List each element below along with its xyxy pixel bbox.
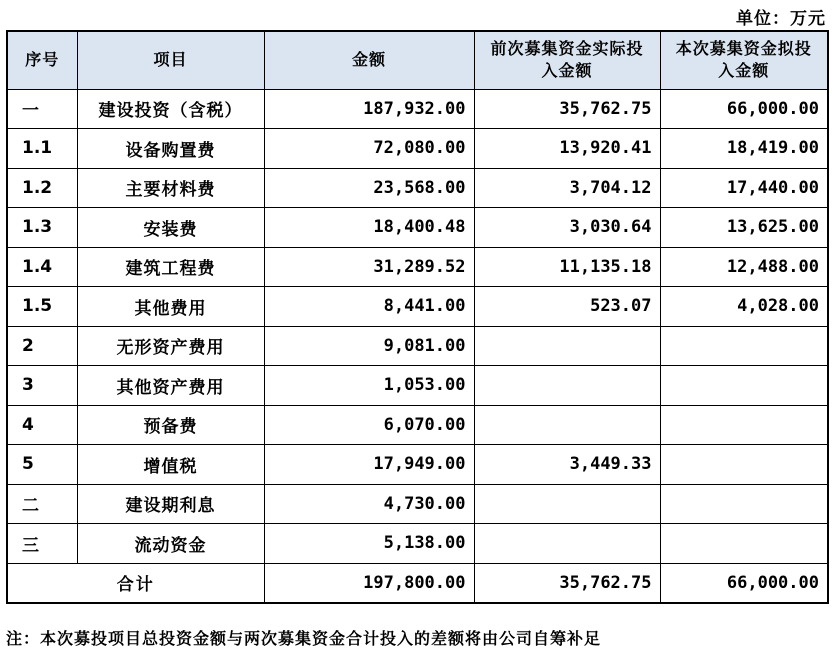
row-prev-invested bbox=[474, 326, 660, 366]
row-planned-invest bbox=[660, 405, 828, 445]
row-seq: 1.4 bbox=[7, 247, 77, 287]
header-item: 项目 bbox=[77, 31, 264, 89]
row-amount: 18,400.48 bbox=[264, 208, 474, 248]
row-prev-invested bbox=[474, 484, 660, 524]
row-planned-invest: 13,625.00 bbox=[660, 208, 828, 248]
total-amount: 197,800.00 bbox=[264, 563, 474, 603]
row-prev-invested bbox=[474, 366, 660, 406]
table-row bbox=[7, 208, 828, 248]
row-item-name: 建筑工程费 bbox=[77, 247, 264, 287]
row-seq: 一 bbox=[7, 89, 77, 129]
row-planned-invest: 18,419.00 bbox=[660, 129, 828, 169]
table-row bbox=[7, 445, 828, 485]
row-seq: 1.2 bbox=[7, 168, 77, 208]
row-amount: 187,932.00 bbox=[264, 89, 474, 129]
row-planned-invest bbox=[660, 524, 828, 564]
row-item-name: 其他资产费用 bbox=[77, 366, 264, 406]
row-seq: 1.3 bbox=[7, 208, 77, 248]
row-planned-invest bbox=[660, 366, 828, 406]
row-prev-invested: 35,762.75 bbox=[474, 89, 660, 129]
row-prev-invested bbox=[474, 524, 660, 564]
row-seq: 2 bbox=[7, 326, 77, 366]
row-amount: 5,138.00 bbox=[264, 524, 474, 564]
row-prev-invested: 523.07 bbox=[474, 287, 660, 327]
row-prev-invested: 3,449.33 bbox=[474, 445, 660, 485]
row-amount: 17,949.00 bbox=[264, 445, 474, 485]
row-item-name: 主要材料费 bbox=[77, 168, 264, 208]
row-seq: 4 bbox=[7, 405, 77, 445]
table-row bbox=[7, 405, 828, 445]
table-row bbox=[7, 326, 828, 366]
row-planned-invest bbox=[660, 484, 828, 524]
header-planned-invest: 本次募集资金拟投入金额 bbox=[660, 31, 828, 89]
footnote: 注：本次募投项目总投资金额与两次募集资金合计投入的差额将由公司自筹补足 bbox=[6, 629, 602, 648]
row-seq: 1.1 bbox=[7, 129, 77, 169]
row-prev-invested bbox=[474, 405, 660, 445]
row-seq: 3 bbox=[7, 366, 77, 406]
row-prev-invested: 3,704.12 bbox=[474, 168, 660, 208]
row-amount: 9,081.00 bbox=[264, 326, 474, 366]
row-item-name: 预备费 bbox=[77, 405, 264, 445]
table-row bbox=[7, 247, 828, 287]
row-item-name: 安装费 bbox=[77, 208, 264, 248]
row-planned-invest: 4,028.00 bbox=[660, 287, 828, 327]
total-prev: 35,762.75 bbox=[474, 563, 660, 603]
row-planned-invest: 66,000.00 bbox=[660, 89, 828, 129]
row-amount: 31,289.52 bbox=[264, 247, 474, 287]
row-amount: 1,053.00 bbox=[264, 366, 474, 406]
table-row bbox=[7, 366, 828, 406]
header-seq: 序号 bbox=[7, 31, 77, 89]
row-item-name: 增值税 bbox=[77, 445, 264, 485]
row-item-name: 建设投资（含税） bbox=[77, 89, 264, 129]
table-row bbox=[7, 89, 828, 129]
row-amount: 8,441.00 bbox=[264, 287, 474, 327]
table-row bbox=[7, 524, 828, 564]
row-prev-invested: 3,030.64 bbox=[474, 208, 660, 248]
total-curr: 66,000.00 bbox=[660, 563, 828, 603]
investment-table bbox=[6, 30, 829, 604]
row-prev-invested: 11,135.18 bbox=[474, 247, 660, 287]
table-body bbox=[7, 89, 828, 563]
row-item-name: 流动资金 bbox=[77, 524, 264, 564]
row-item-name: 其他费用 bbox=[77, 287, 264, 327]
row-amount: 23,568.00 bbox=[264, 168, 474, 208]
total-label: 合计 bbox=[7, 563, 264, 603]
unit-label: 单位：万元 bbox=[736, 9, 826, 29]
row-amount: 72,080.00 bbox=[264, 129, 474, 169]
row-item-name: 无形资产费用 bbox=[77, 326, 264, 366]
table-row bbox=[7, 129, 828, 169]
row-planned-invest: 17,440.00 bbox=[660, 168, 828, 208]
table-row bbox=[7, 484, 828, 524]
row-amount: 6,070.00 bbox=[264, 405, 474, 445]
total-row bbox=[7, 563, 828, 603]
table-row bbox=[7, 287, 828, 327]
row-item-name: 建设期利息 bbox=[77, 484, 264, 524]
header-amount: 金额 bbox=[264, 31, 474, 89]
row-seq: 1.5 bbox=[7, 287, 77, 327]
row-planned-invest: 12,488.00 bbox=[660, 247, 828, 287]
row-planned-invest bbox=[660, 326, 828, 366]
row-prev-invested: 13,920.41 bbox=[474, 129, 660, 169]
row-planned-invest bbox=[660, 445, 828, 485]
table-row bbox=[7, 168, 828, 208]
row-seq: 二 bbox=[7, 484, 77, 524]
header-prev-invested: 前次募集资金实际投入金额 bbox=[474, 31, 660, 89]
row-amount: 4,730.00 bbox=[264, 484, 474, 524]
row-seq: 三 bbox=[7, 524, 77, 564]
table-header-row bbox=[7, 31, 828, 89]
row-item-name: 设备购置费 bbox=[77, 129, 264, 169]
row-seq: 5 bbox=[7, 445, 77, 485]
